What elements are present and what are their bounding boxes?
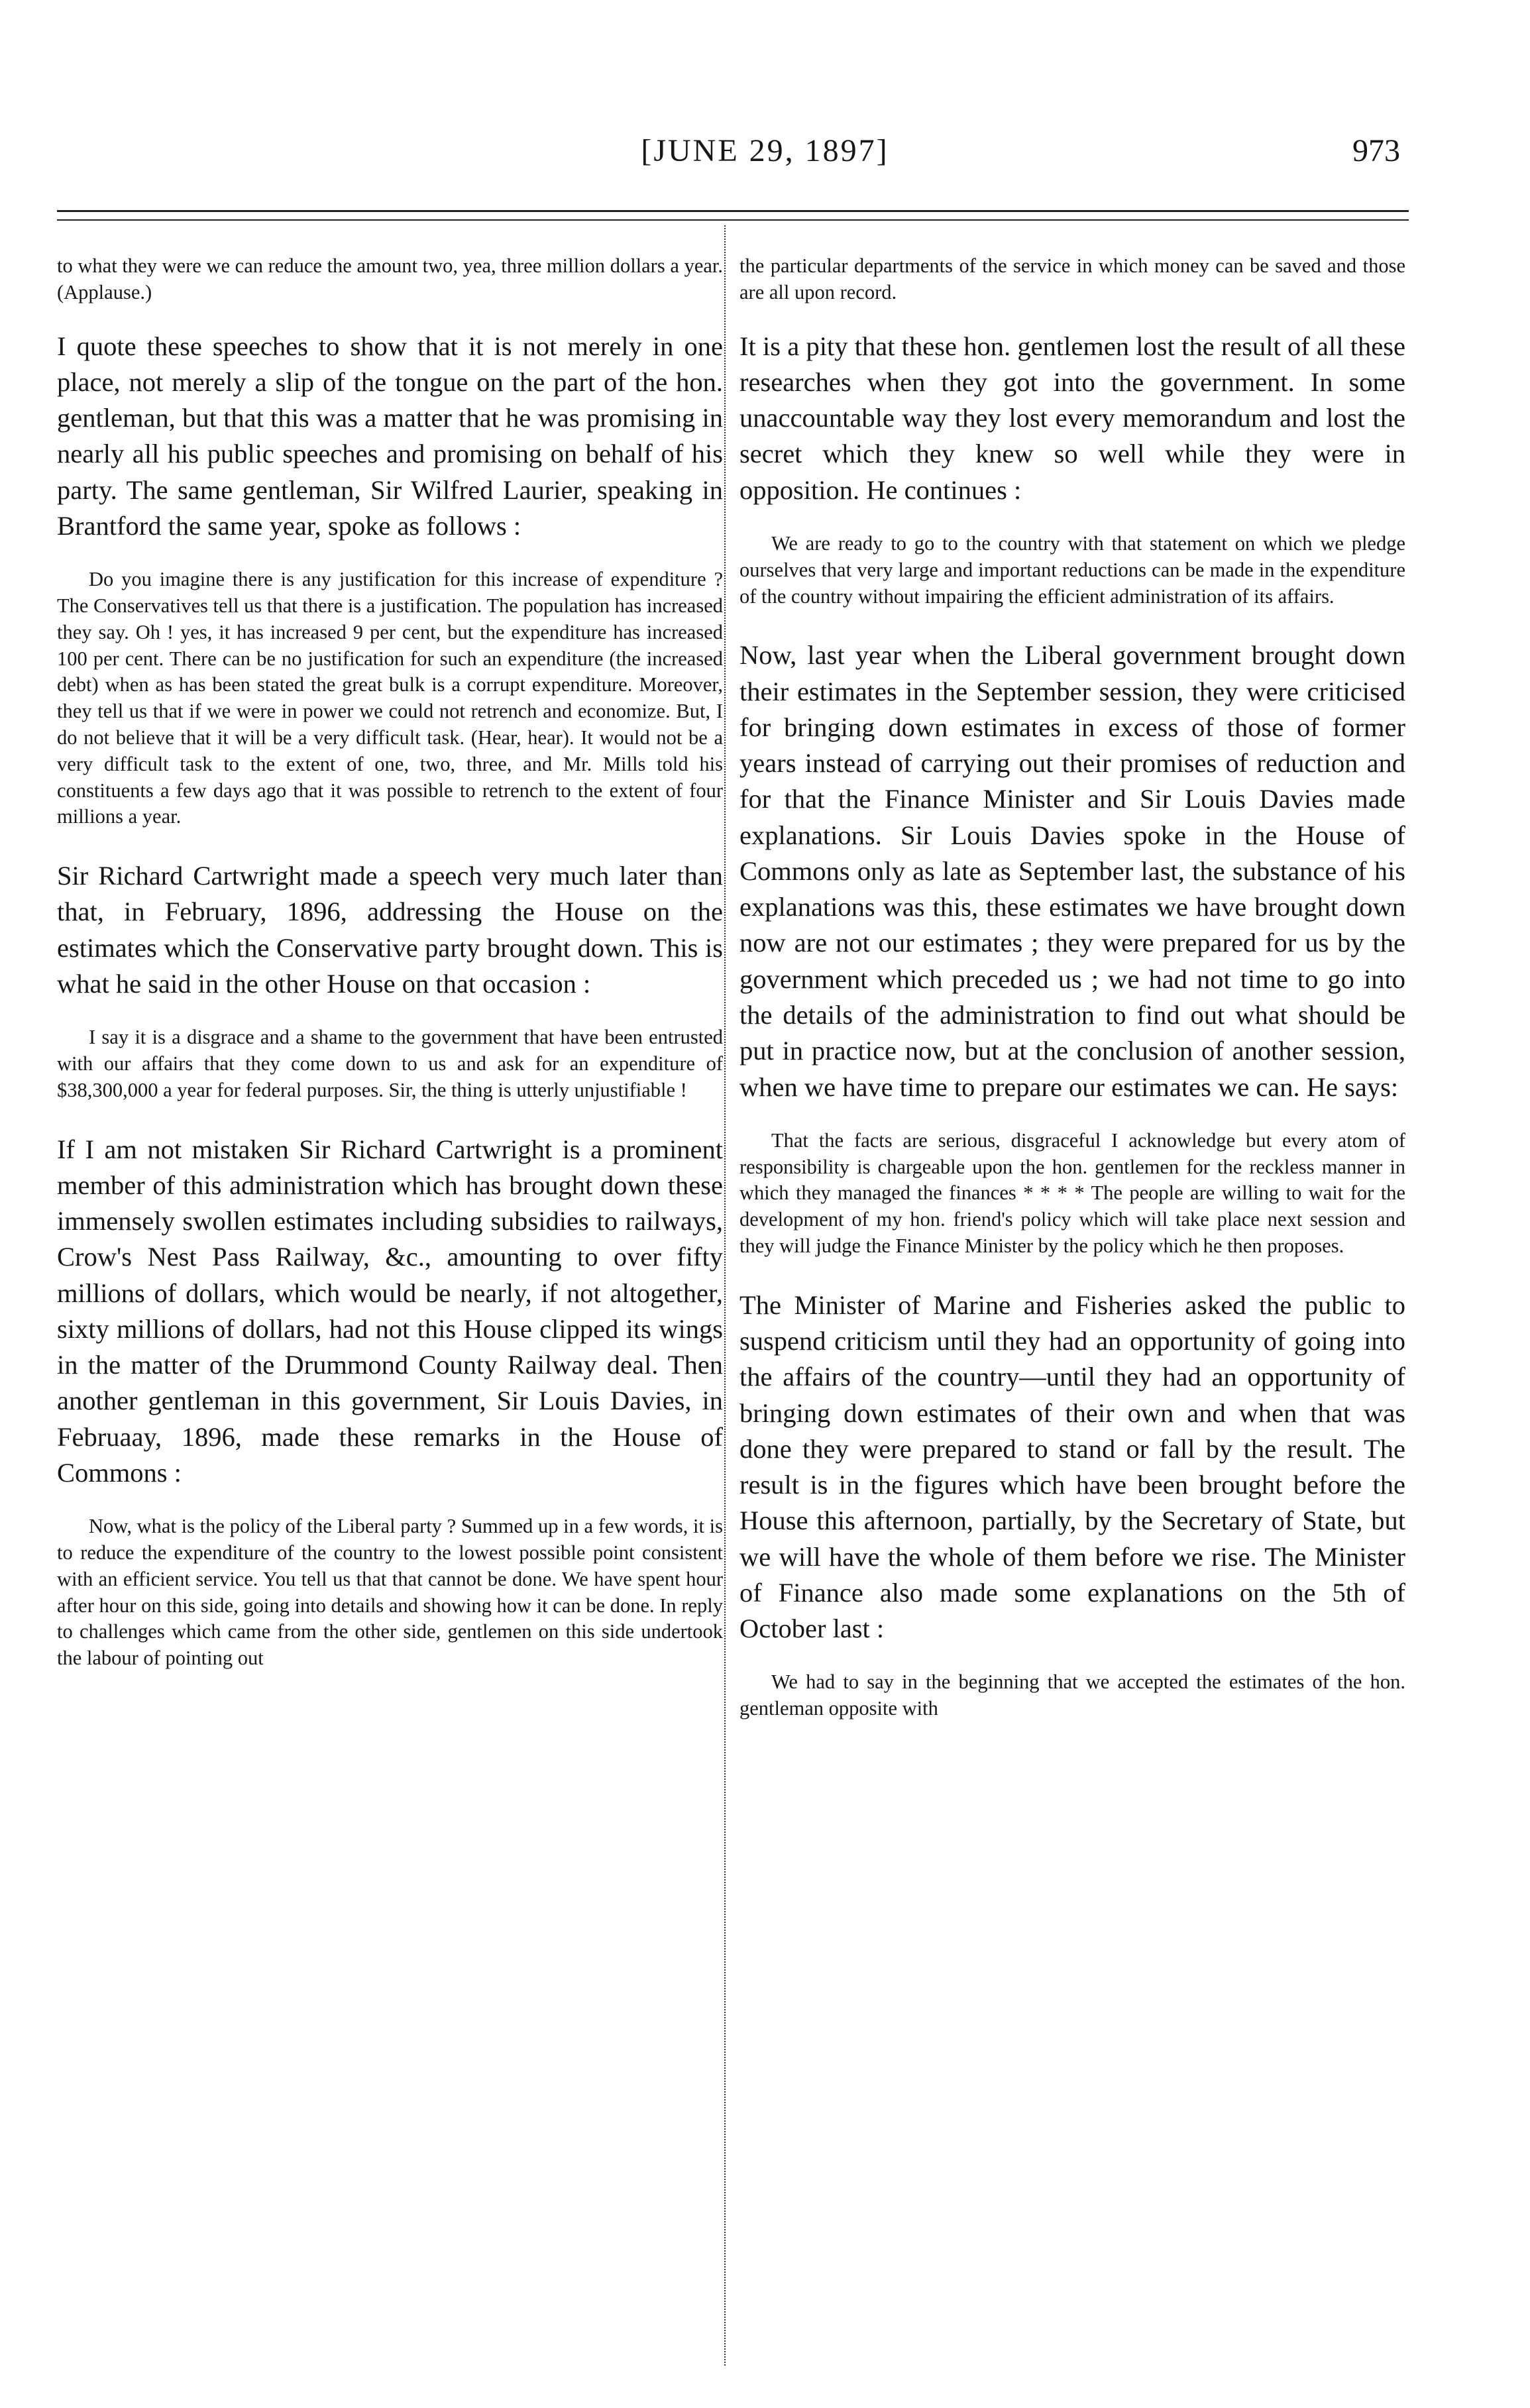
page-number: 973 bbox=[1352, 133, 1400, 168]
quote-continues: We are ready to go to the country with that statement on which we pledge ourselves that very large and important reductions can be made in the expenditure of the country without impairing the efficient administration of its affairs. bbox=[739, 531, 1405, 608]
paragraph-speech: Sir Richard Cartwright made a speech very much later than that, in February, 1896, addressing the House on the estimates which the Conservative party brought down. This is what he said in the other House on that occasion : bbox=[57, 861, 723, 999]
quote-cartwright: I say it is a disgrace and a shame to the government that have been entrusted with our affairs that they come down to us and ask for an expenditure of $38,300,000 a year for federal purposes. Sir, the thing is utterly unjustifiable ! bbox=[57, 1026, 723, 1101]
paragraph-speech: The Minister of Marine and Fisheries asked the public to suspend criticism until they had an opportunity of going into the affairs of the country—until they had an opportunity of bringing down estimates of their own and when that was done they were prepared to stand or fall by the result. The result is in the figures which have been brought before the House this afternoon, partially, by the Secretary of State, but we will have the whole of them before we rise. The Minister of Finance also made some explanations on the 5th of October last : bbox=[739, 1289, 1405, 1644]
quote-facts-serious: That the facts are serious, disgraceful I acknowledge but every atom of responsibility is chargeable upon the hon. gentlemen for the reckless manner in which they managed the finances * * * * The people are willing to wait for the development of my hon. friend's policy which will take place next session and they will judge the Finance Minister by the policy which he then proposes. bbox=[739, 1128, 1405, 1257]
quote-finance-minister: We had to say in the beginning that we accepted the estimates of the hon. gentleman opposite with bbox=[739, 1670, 1405, 1720]
paragraph-speech: If I am not mistaken Sir Richard Cartwright is a prominent member of this administration which has brought down these immensely swollen estimates including subsidies to railways, Crow's Nest Pass Railway, &c., amounting to over fifty millions of dollars, which would be nearly, if not altogether, sixty millions of dollars, had not this House clipped its wings in the matter of the Drummond County Railway deal. Then another gentleman in this government, Sir Louis Davies, in Februaay, 1896, made these remarks in the House of Commons : bbox=[57, 1134, 723, 1488]
left-column bbox=[57, 253, 723, 2347]
paragraph-speech: Now, last year when the Liberal government brought down their estimates in the September session, they were criticised for bringing down estimates in excess of those of former years instead of carrying out their promises of reduction and for that the Finance Minister and Sir Louis Davies made explanations. Sir Louis Davies spoke in the House of Commons only as late as September last, the substance of his explanations was this, these estimates we have brought down now are not our estimates ; they were prepared for us by the government which preceded us ; we had not time to go into the details of the administration to find out what should be put in practice now, but at the conclusion of another session, when we have time to prepare our estimates we can. He says: bbox=[739, 640, 1405, 1102]
paragraph-speech: It is a pity that these hon. gentlemen lost the result of all these researches when they got into the government. In some unaccountable way they lost every memorandum and lost the secret which they knew so well while they were in opposition. He continues : bbox=[739, 331, 1405, 505]
paragraph-continued-quote: to what they were we can reduce the amount two, yea, three million dollars a year. (Applause.) bbox=[57, 254, 723, 303]
quote-davies-continued: the particular departments of the service in which money can be saved and those are all upon record. bbox=[739, 254, 1405, 303]
paragraph-speech: I quote these speeches to show that it is not merely in one place, not merely a slip of the tongue on the part of the hon. gentleman, but that this was a matter that he was promising in nearly all his public speeches and promising on behalf of his party. The same gentleman, Sir Wilfred Laurier, speaking in Brantford the same year, spoke as follows : bbox=[57, 331, 723, 541]
right-column bbox=[739, 253, 1405, 2347]
header-rule-top bbox=[57, 210, 1409, 212]
header-rule-bottom bbox=[57, 219, 1409, 221]
page-header bbox=[0, 133, 1530, 179]
header-date: [JUNE 29, 1897] bbox=[641, 133, 889, 168]
quote-davies: Now, what is the policy of the Liberal party ? Summed up in a few words, it is to reduce the expenditure of the country to the lowest possible point consistent with an efficient service. You tell us that that cannot be done. We have spent hour after hour on this side, going into details and showing how it can be done. In reply to challenges which came from the other side, gentlemen on this side undertook the labour of pointing out bbox=[57, 1515, 723, 1670]
column-divider bbox=[724, 225, 726, 2366]
quote-laurier: Do you imagine there is any justification for this increase of expenditure ? The Conservatives tell us that there is a justification. The population has increased they say. Oh ! yes, it has increased 9 per cent, but the expenditure has increased 100 per cent. There can be no justification for such an expenditure (the increased debt) when as has been stated the great bulk is a corrupt expenditure. Moreover, they tell us that if we were in power we could not retrench and economize. But, I do not believe that it will be a very difficult task. (Hear, hear). It would not be a very difficult task to the extent of one, two, three, and Mr. Mills told his constituents a few days ago that it was possible to retrench to the extent of four millions a year. bbox=[57, 568, 723, 828]
